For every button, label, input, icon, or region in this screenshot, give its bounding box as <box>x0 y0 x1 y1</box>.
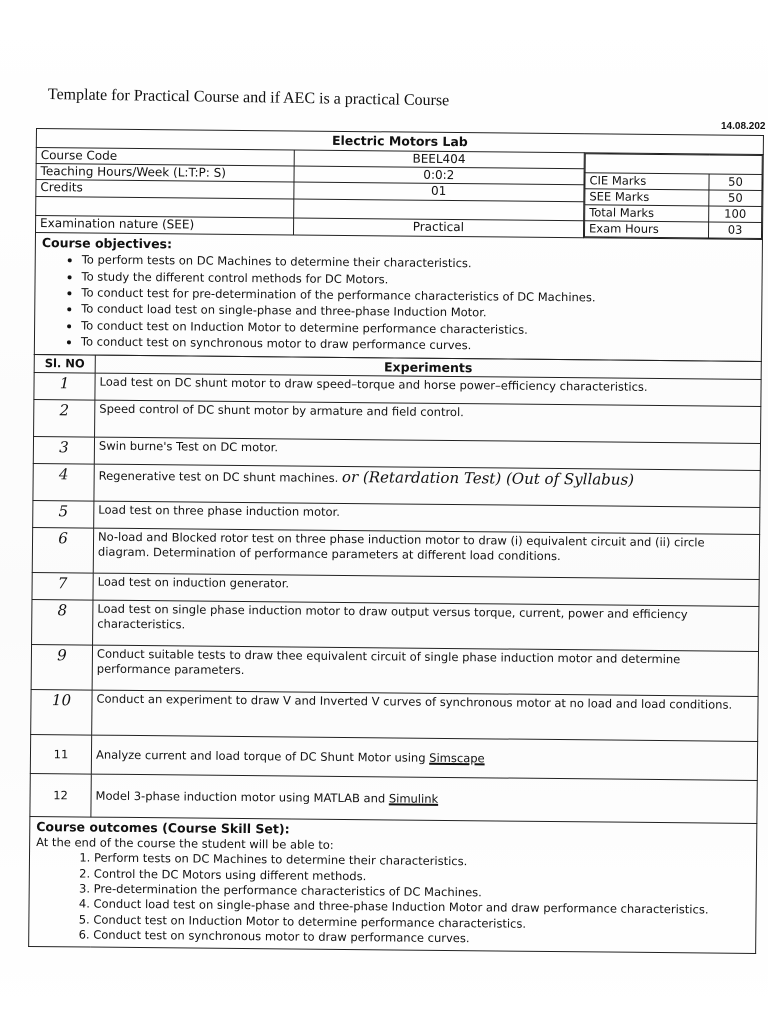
exp-text-8: Load test on single phase induction motor to draw output versus torque, current, power and efficiency characteristics. <box>93 600 759 651</box>
handwritten-check-5: 5 <box>58 502 69 521</box>
handwritten-check-3: 3 <box>59 438 69 457</box>
experiments-header: Experiments <box>95 355 761 380</box>
objective-item: • To perform tests on DC Machines to determine their characteristics. <box>82 253 756 274</box>
blank-cell-left <box>36 196 294 218</box>
handwritten-cross-7: 7 <box>57 574 68 593</box>
exp-no-6 <box>32 528 93 574</box>
teaching-hours-label: Teaching Hours/Week (L:T:P: S) <box>36 164 294 183</box>
marks-spacer <box>585 153 762 174</box>
exp-text-7: Load test on induction generator. <box>93 573 759 606</box>
handwritten-check-1: 1 <box>59 374 70 393</box>
objectives-section <box>34 232 762 361</box>
exp-text-11: Analyze current and load torque of DC Shunt Motor using <box>95 747 430 765</box>
template-heading: Template for Practical Course and if AEC is a practical Course <box>47 86 450 110</box>
outcome-item: 5. Conduct test on Induction Motor to determine performance characteristics. <box>93 912 749 933</box>
marks-table <box>584 153 763 239</box>
credits-label: Credits <box>36 180 294 199</box>
syllabus-document <box>28 128 764 954</box>
handwritten-note-4: or (Retardation Test) (Out of Syllabus) <box>341 468 635 489</box>
handwritten-check-9: 9 <box>57 646 67 665</box>
outcomes-list <box>35 850 750 948</box>
objective-item: • To study the different control methods for DC Motors. <box>82 269 756 290</box>
objective-item: • To conduct test on Induction Motor to determine performance characteristics. <box>81 318 755 339</box>
credits-value: 01 <box>293 182 584 201</box>
course-info-table <box>34 128 764 361</box>
exp-no-4 <box>33 464 94 502</box>
handwritten-check-6: 6 <box>58 529 68 548</box>
outcome-item: 2. Control the DC Motors using different methods. <box>94 866 750 887</box>
objective-item: • To conduct test for pre-determination of the performance characteristics of DC Machines. <box>81 285 755 306</box>
simulink-underlined: Simulink <box>388 791 439 806</box>
objective-item: • To conduct load test on single-phase and three-phase Induction Motor. <box>81 302 755 323</box>
outcome-item: 1. Perform tests on DC Machines to determine their characteristics. <box>94 851 750 872</box>
objectives-list <box>41 252 756 355</box>
handwritten-cross-10: 10 <box>51 691 72 710</box>
course-code-value: BEEL404 <box>294 150 585 169</box>
exp-no-8 <box>32 600 93 646</box>
outcomes-section <box>29 817 757 954</box>
outcomes-intro: At the end of the course the student will be able to: <box>36 834 334 852</box>
exp-no-9 <box>31 645 92 691</box>
exp-no-7 <box>32 573 93 601</box>
objective-item: • To conduct test on synchronous motor to draw performance curves. <box>81 335 755 356</box>
exam-nature-label: Examination nature (SEE) <box>36 216 294 235</box>
exp-no-3 <box>33 437 94 465</box>
outcome-item: 6. Conduct test on synchronous motor to draw performance curves. <box>93 928 749 949</box>
see-marks-label: SEE Marks <box>585 188 709 205</box>
slno-header: Sl. NO <box>34 354 95 373</box>
exp-text-3: Swin burne's Test on DC motor. <box>94 437 760 470</box>
total-marks-label: Total Marks <box>585 204 709 221</box>
exp-text-12: Model 3-phase induction motor using MATLAB and <box>95 788 389 806</box>
outcome-item: 3. Pre-determination the performance characteristics of DC Machines. <box>94 881 750 902</box>
exp-no-1 <box>34 373 95 401</box>
exp-text-4: Regenerative test on DC shunt machines. <box>98 468 339 486</box>
exp-no-11: 11 <box>30 735 91 775</box>
exam-nature-value: Practical <box>293 218 584 237</box>
exam-hours-value: 03 <box>708 222 761 239</box>
exp-text-6: No-load and Blocked rotor test on three phase induction motor to draw (i) equivalent circuit and (ii) circle diagram. Determination of performance parameters at different load conditions. <box>93 528 759 579</box>
marks-cell <box>583 152 763 239</box>
total-marks-value: 100 <box>709 206 762 223</box>
exp-text-9: Conduct suitable tests to draw thee equivalent circuit of single phase induction motor and determine performance parameters. <box>92 645 758 696</box>
exp-cell-12 <box>91 774 757 823</box>
see-marks-value: 50 <box>709 190 762 207</box>
objectives-title: Course objectives: <box>41 234 173 251</box>
exp-text-1: Load test on DC shunt motor to draw speed–torque and horse power–efficiency characteristics. <box>95 373 761 406</box>
experiments-table <box>28 353 762 954</box>
handwritten-cross-4: 4 <box>58 465 69 484</box>
course-code-label: Course Code <box>36 147 294 166</box>
exp-text-10: Conduct an experiment to draw V and Inverted V curves of synchronous motor at no load and load conditions. <box>92 690 758 741</box>
teaching-hours-value: 0:0:2 <box>294 166 585 185</box>
exam-hours-label: Exam Hours <box>585 220 709 237</box>
exp-no-2 <box>34 400 95 438</box>
handwritten-check-2: 2 <box>59 401 70 420</box>
exp-text-5: Load test on three phase induction motor. <box>94 501 760 534</box>
cie-marks-label: CIE Marks <box>585 172 709 189</box>
outcome-item: 4. Conduct load test on single-phase and three-phase Induction Motor and draw performance characteristics. <box>93 897 749 918</box>
date-stamp: 14.08.202 <box>721 121 766 132</box>
simscape-underlined: Simscape <box>429 750 485 766</box>
lab-title: Electric Motors Lab <box>36 129 763 155</box>
exp-no-10 <box>31 690 92 736</box>
exp-text-2: Speed control of DC shunt motor by armature and field control. <box>95 400 761 443</box>
cie-marks-value: 50 <box>709 174 762 191</box>
exp-cell-11 <box>91 735 757 780</box>
outcomes-title: Course outcomes (Course Skill Set): <box>36 819 290 837</box>
exp-cell-4 <box>94 464 760 507</box>
exp-no-12: 12 <box>30 774 91 818</box>
handwritten-check-8: 8 <box>57 601 68 620</box>
exp-no-5 <box>33 501 94 529</box>
